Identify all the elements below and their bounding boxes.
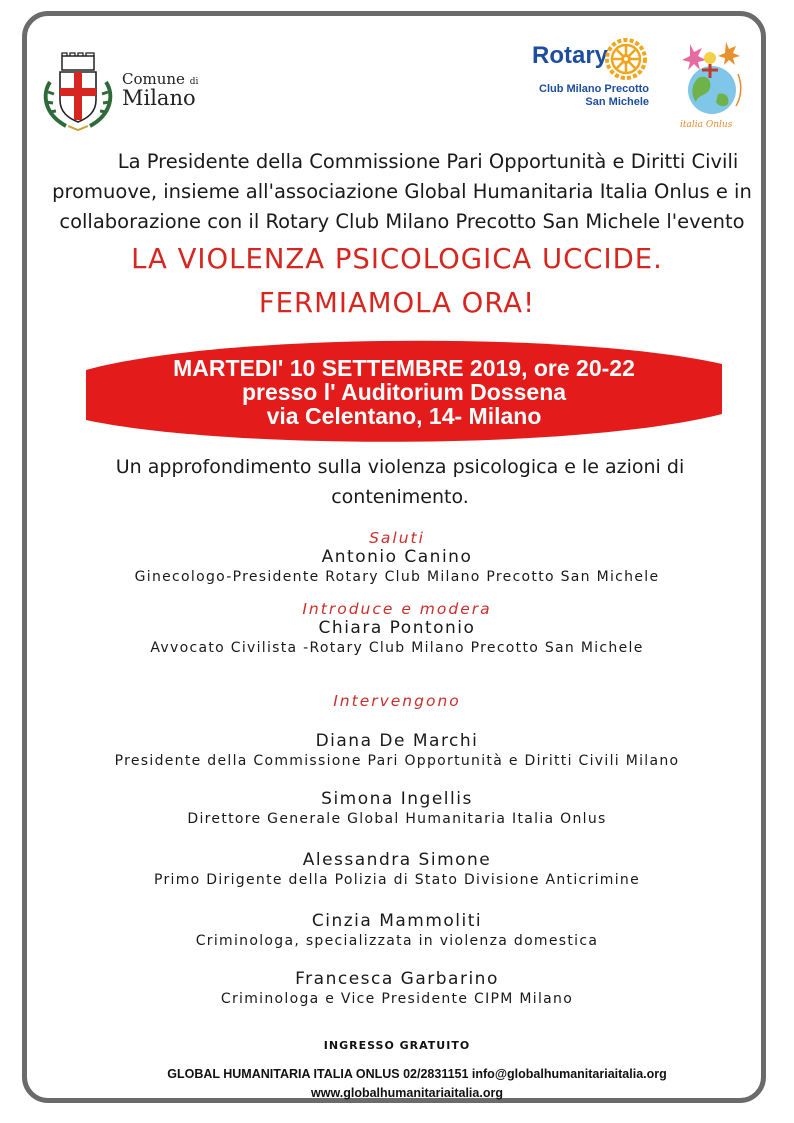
date-banner [86, 330, 722, 453]
moderator-section [20, 600, 774, 658]
speaker-item [20, 789, 774, 829]
speaker-role: Presidente della Commissione Pari Opportunità e Diritti Civili Milano [114, 753, 680, 769]
event-title-line-2: FERMIAMOLA ORA! [258, 287, 536, 319]
event-description [60, 452, 740, 512]
contact-line: GLOBAL HUMANITARIA ITALIA ONLUS 02/2831151 info@globalhumanitariaitalia.org [167, 1067, 667, 1081]
speaker-role: Ginecologo-Presidente Rotary Club Milano Precotto San Michele [134, 569, 660, 585]
rotary-logo [530, 36, 655, 112]
banner-text [86, 356, 722, 428]
saluti-label: Saluti [369, 529, 425, 547]
rotary-wordmark: Rotary [532, 42, 609, 69]
speaker-role: Direttore Generale Global Humanitaria Italia Onlus [187, 811, 607, 827]
global-humanitaria-logo [678, 34, 750, 134]
speaker-role: Criminologa e Vice Presidente CIPM Milano [220, 991, 574, 1007]
speaker-item [20, 969, 774, 1009]
speaker-role: Criminologa, specializzata in violenza domestica [195, 933, 599, 949]
banner-address: via Celentano, 14- Milano [266, 403, 542, 429]
website-link[interactable]: www.globalhumanitariaitalia.org [311, 1086, 503, 1100]
speaker-name: Antonio Canino [321, 547, 473, 567]
globe-kids-icon [678, 34, 750, 124]
intro-paragraph [52, 147, 752, 237]
description-line-1: Un approfondimento sulla violenza psicologica e le azioni di [115, 456, 685, 478]
rotary-club-name [539, 83, 649, 109]
banner-date: MARTEDI' 10 SETTEMBRE 2019, ore 20-22 [173, 355, 635, 381]
speaker-role: Avvocato Civilista -Rotary Club Milano Precotto San Michele [150, 640, 644, 656]
speaker-item [20, 850, 774, 890]
comune-label: Comune di [122, 70, 199, 88]
speaker-item [20, 731, 774, 771]
description-line-2: contenimento. [331, 486, 469, 508]
gh-caption: italia Onlus [680, 120, 733, 130]
milano-label: Milano [122, 86, 196, 110]
speaker-role: Primo Dirigente della Polizia di Stato Divisione Anticrimine [153, 872, 640, 888]
speaker-name: Diana De Marchi [315, 731, 479, 751]
rotary-club-line1: Club Milano Precotto [539, 83, 649, 95]
intervengono-label: Intervengono [333, 692, 461, 710]
moderator-label: Introduce e modera [302, 600, 492, 618]
event-title-line-1: LA VIOLENZA PSICOLOGICA UCCIDE. [131, 243, 663, 275]
speaker-name: Francesca Garbarino [295, 969, 499, 989]
speaker-item [20, 911, 774, 951]
comune-milano-logo [40, 52, 220, 132]
speaker-name: Alessandra Simone [302, 850, 492, 870]
speaker-name: Chiara Pontonio [318, 618, 476, 638]
speaker-name: Simona Ingellis [321, 789, 473, 809]
intro-line-2: promuove, insieme all'associazione Global Humanitaria Italia Onlus e in [52, 180, 752, 203]
intro-line-1 [52, 147, 752, 177]
saluti-section [20, 529, 774, 587]
intro-line-3: collaborazione con il Rotary Club Milano Precotto San Michele l'evento [59, 210, 745, 233]
milano-crest-icon [40, 52, 116, 132]
intervengono-section [20, 692, 774, 710]
speaker-name: Cinzia Mammoliti [311, 911, 483, 931]
free-entry-note: INGRESSO GRATUITO [323, 1039, 471, 1052]
banner-venue: presso l' Auditorium Dossena [241, 379, 567, 405]
rotary-club-line2: San Michele [585, 96, 649, 108]
rotary-wheel-icon [604, 37, 648, 81]
intro-line-1-text: La Presidente della Commissione Pari Opportunità e Diritti Civili [117, 150, 739, 173]
